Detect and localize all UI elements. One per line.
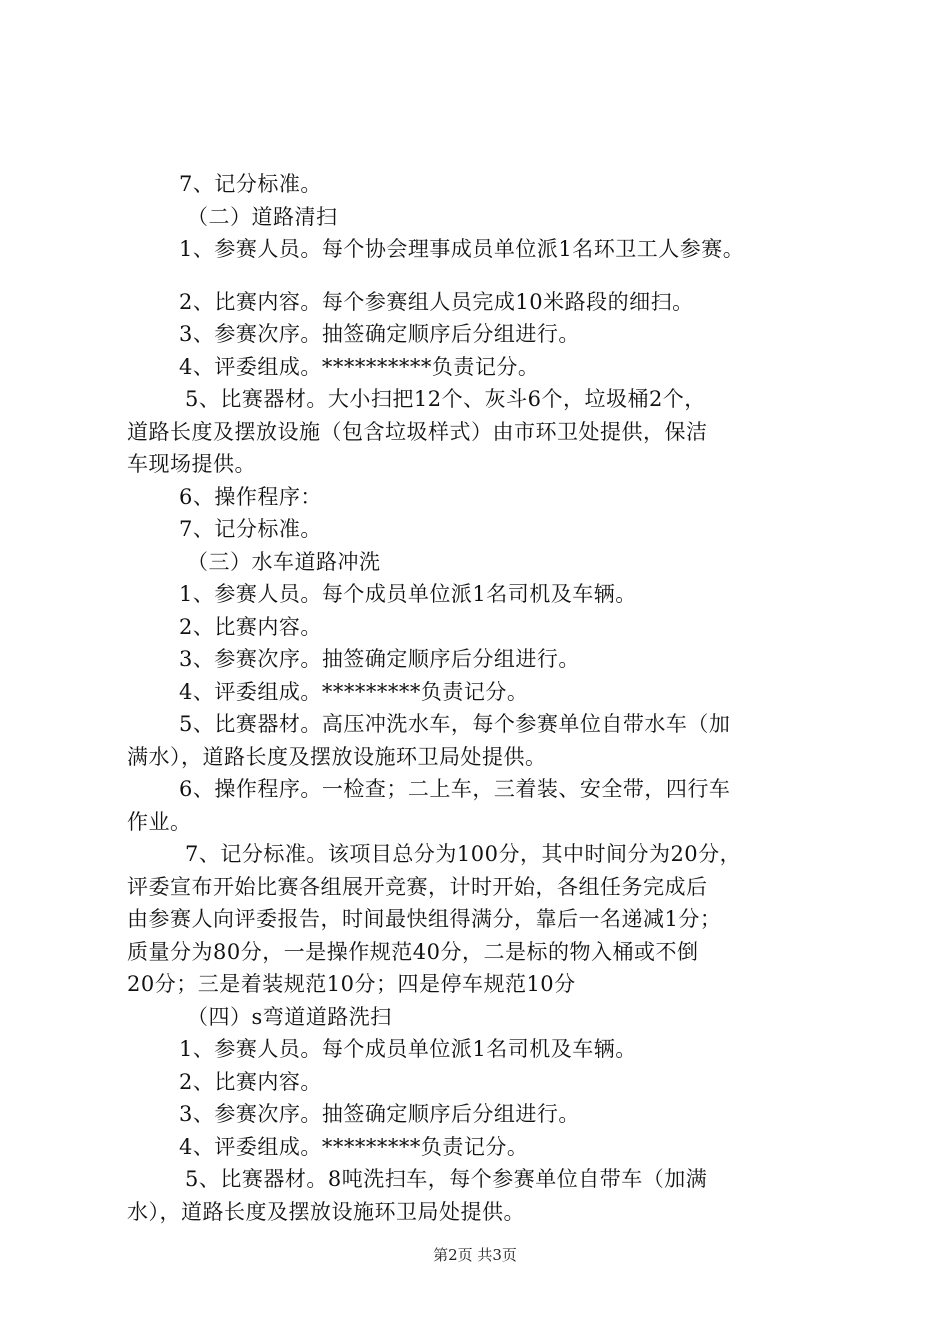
paragraph-line: 7、记分标准。 — [179, 172, 322, 196]
paragraph-line: 道路长度及摆放设施（包含垃圾样式）由市环卫处提供，保洁 — [127, 419, 708, 444]
section-heading: （四）s弯道道路洗扫 — [187, 1004, 392, 1029]
paragraph-line: 3、参赛次序。抽签确定顺序后分组进行。 — [179, 1102, 580, 1126]
paragraph-line: 7、记分标准。 — [179, 517, 322, 541]
paragraph-line: 4、评委组成。*********负责记分。 — [179, 679, 529, 704]
paragraph-line: 水），道路长度及摆放设施环卫局处提供。 — [127, 1199, 525, 1224]
paragraph-line: 车现场提供。 — [127, 452, 256, 476]
paragraph-line: 作业。 — [127, 809, 192, 834]
paragraph-line: 5、比赛器材。高压冲洗水车，每个参赛单位自带水车（加 — [179, 712, 731, 736]
paragraph-line: 满水），道路长度及摆放设施环卫局处提供。 — [127, 744, 547, 769]
paragraph-line: 4、评委组成。**********负责记分。 — [179, 354, 540, 379]
paragraph-line: 3、参赛次序。抽签确定顺序后分组进行。 — [179, 322, 580, 346]
paragraph-line: 3、参赛次序。抽签确定顺序后分组进行。 — [179, 647, 580, 671]
page-number-footer: 第2页 共3页 — [433, 1246, 517, 1264]
document-body — [127, 168, 847, 1228]
paragraph-line: 2、比赛内容。 — [179, 614, 322, 639]
section-heading: （二）道路清扫 — [187, 204, 338, 229]
paragraph-line: 7、记分标准。该项目总分为100分，其中时间分为20分， — [185, 842, 742, 866]
paragraph-line: 由参赛人向评委报告，时间最快组得满分，靠后一名递减1分； — [127, 907, 722, 931]
paragraph-line: 质量分为80分，一是操作规范40分，二是标的物入桶或不倒 — [127, 939, 699, 964]
paragraph-line: 6、操作程序。一检查；二上车，三着装、安全带，四行车 — [179, 777, 731, 801]
paragraph-line: 1、参赛人员。每个成员单位派1名司机及车辆。 — [179, 582, 637, 606]
paragraph-line: 4、评委组成。*********负责记分。 — [179, 1134, 529, 1159]
section-heading: （三）水车道路冲洗 — [187, 549, 381, 574]
paragraph-gap — [127, 266, 847, 286]
paragraph-line: 5、比赛器材。8吨洗扫车，每个参赛单位自带车（加满 — [185, 1167, 708, 1191]
paragraph-line: 6、操作程序： — [179, 484, 322, 509]
paragraph-line: 20分；三是着装规范10分；四是停车规范10分 — [127, 972, 576, 996]
paragraph-line: 5、比赛器材。大小扫把12个、灰斗6个，垃圾桶2个， — [185, 387, 706, 411]
paragraph-line: 评委宣布开始比赛各组展开竞赛，计时开始，各组任务完成后 — [127, 874, 708, 899]
paragraph-line: 1、参赛人员。每个协会理事成员单位派1名环卫工人参赛。 — [179, 237, 745, 261]
paragraph-line: 1、参赛人员。每个成员单位派1名司机及车辆。 — [179, 1037, 637, 1061]
paragraph-line: 2、比赛内容。每个参赛组人员完成10米路段的细扫。 — [179, 289, 694, 314]
paragraph-line: 2、比赛内容。 — [179, 1069, 322, 1094]
